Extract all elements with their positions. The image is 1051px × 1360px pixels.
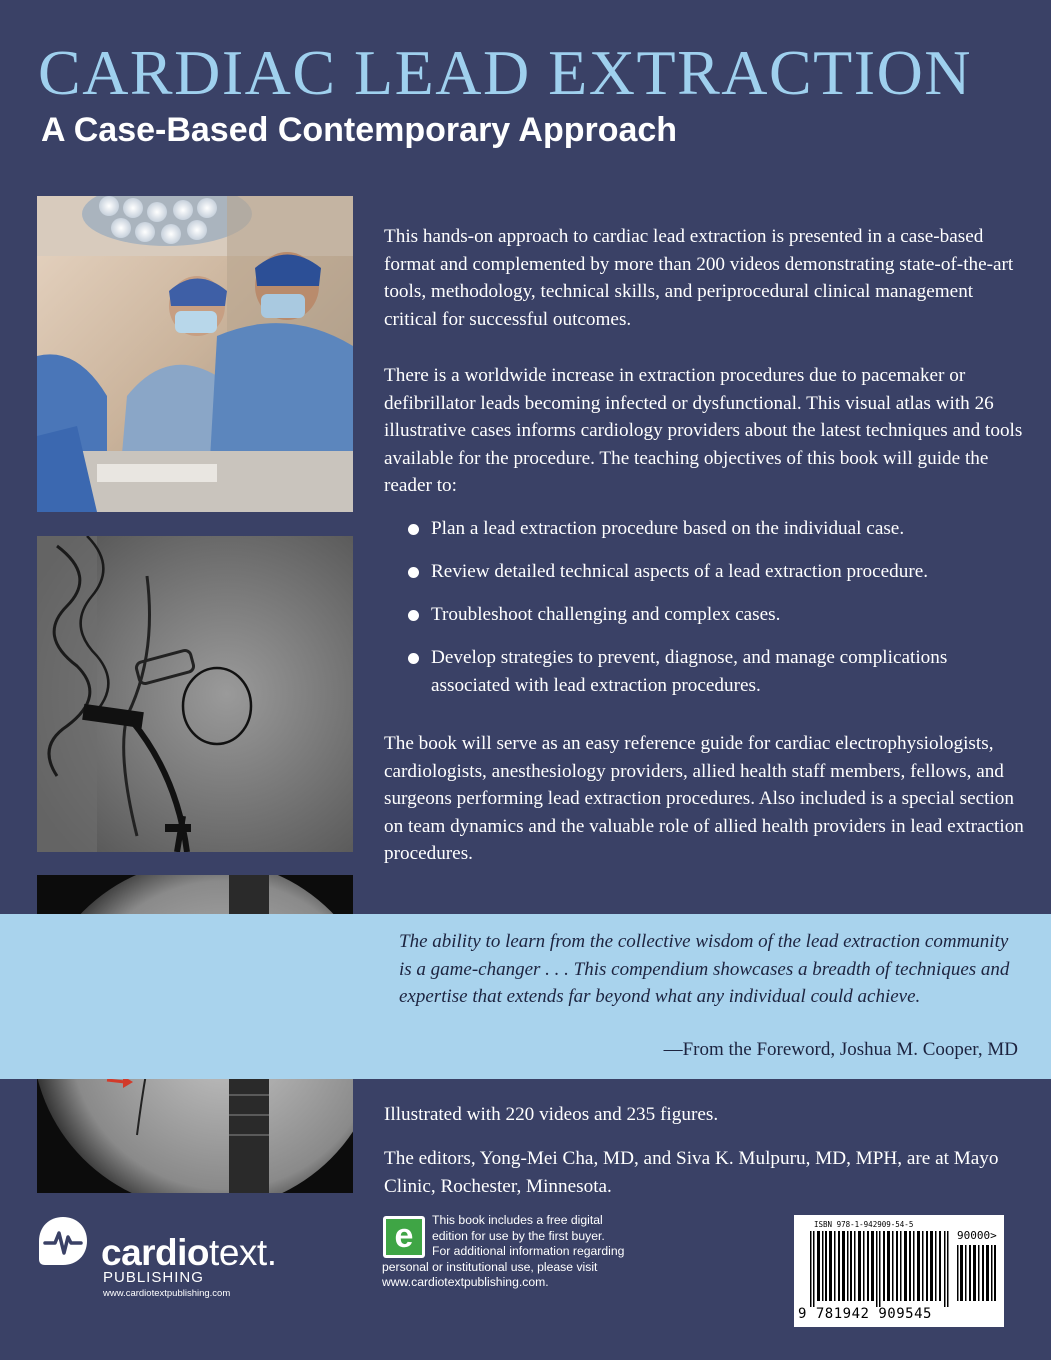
publisher-logo <box>37 1215 297 1305</box>
fluoroscopy-image-1 <box>37 536 353 852</box>
publisher-url: www.cardiotextpublishing.com <box>103 1288 231 1299</box>
ebook-icon: e <box>383 1216 425 1258</box>
barcode-bars <box>810 1231 950 1307</box>
list-item: Troubleshoot challenging and complex cases. <box>408 601 1028 629</box>
foreword-quote: The ability to learn from the collective wisdom of the lead extraction community is a game-changer . . . This compendium showcases a breadth of techniques and expertise that extends far beyond what any individual could achieve. <box>399 931 1010 1007</box>
supplement-bars <box>957 1245 997 1301</box>
ebook-line: personal or institutional use, please visit <box>382 1259 598 1274</box>
ebook-line: edition for use by the first buyer. <box>432 1228 605 1243</box>
description-paragraph-1: This hands-on approach to cardiac lead extraction is presented in a case-based format and complemented by more than 200 videos demonstrating state-of-the-art tools, methodology, technical skills, and periprocedural clinical management critical for successful outcomes. <box>384 226 1014 330</box>
bullet-icon <box>408 610 419 621</box>
list-item: Develop strategies to prevent, diagnose, and manage complications associated with lead extraction procedures. <box>408 644 1028 699</box>
ebook-notice <box>382 1213 672 1291</box>
book-title: CARDIAC LEAD EXTRACTION <box>38 37 972 108</box>
list-item: Plan a lead extraction procedure based on the individual case. <box>408 515 1028 543</box>
objectives-list <box>408 515 1028 715</box>
book-subtitle: A Case-Based Contemporary Approach <box>41 111 678 149</box>
isbn-label: ISBN 978-1-942909-54-5 <box>814 1220 914 1229</box>
barcode-digits: 9 781942 909545 <box>798 1306 932 1322</box>
surgeons-photo <box>37 196 353 512</box>
editors-note: The editors, Yong-Mei Cha, MD, and Siva K. Mulpuru, MD, MPH, are at Mayo Clinic, Rochester, Minnesota. <box>384 1148 999 1197</box>
bullet-icon <box>408 567 419 578</box>
isbn-barcode <box>794 1215 1004 1327</box>
ebook-line: This book includes a free digital <box>432 1213 603 1227</box>
barcode-supplement: 90000> <box>957 1229 997 1242</box>
bullet-icon <box>408 653 419 664</box>
description-paragraph-2: There is a worldwide increase in extraction procedures due to pacemaker or defibrillator leads becoming infected or dysfunctional. This visual atlas with 26 illustrative cases informs cardiology providers about the latest techniques and tools available for the procedure. The teaching objectives of this book will guide the reader to: <box>384 365 1023 496</box>
list-item: Review detailed technical aspects of a lead extraction procedure. <box>408 558 1028 586</box>
heartbeat-icon <box>37 1215 89 1267</box>
publisher-division: PUBLISHING <box>103 1269 204 1286</box>
bullet-icon <box>408 524 419 535</box>
quote-attribution: —From the Foreword, Joshua M. Cooper, MD <box>663 1039 1018 1060</box>
ebook-line: www.cardiotextpublishing.com. <box>382 1275 549 1289</box>
illustrated-note: Illustrated with 220 videos and 235 figures. <box>384 1104 719 1125</box>
description-paragraph-3: The book will serve as an easy reference guide for cardiac electrophysiologists, cardiologists, anesthesiology providers, allied health staff members, fellows, and surgeons performing lead extraction procedures. Also included is a special section on team dynamics and the valuable role of allied health providers in lead extraction procedures. <box>384 733 1024 864</box>
publisher-name: cardiotext. <box>101 1232 277 1273</box>
ebook-line: For additional information regarding <box>432 1244 625 1258</box>
